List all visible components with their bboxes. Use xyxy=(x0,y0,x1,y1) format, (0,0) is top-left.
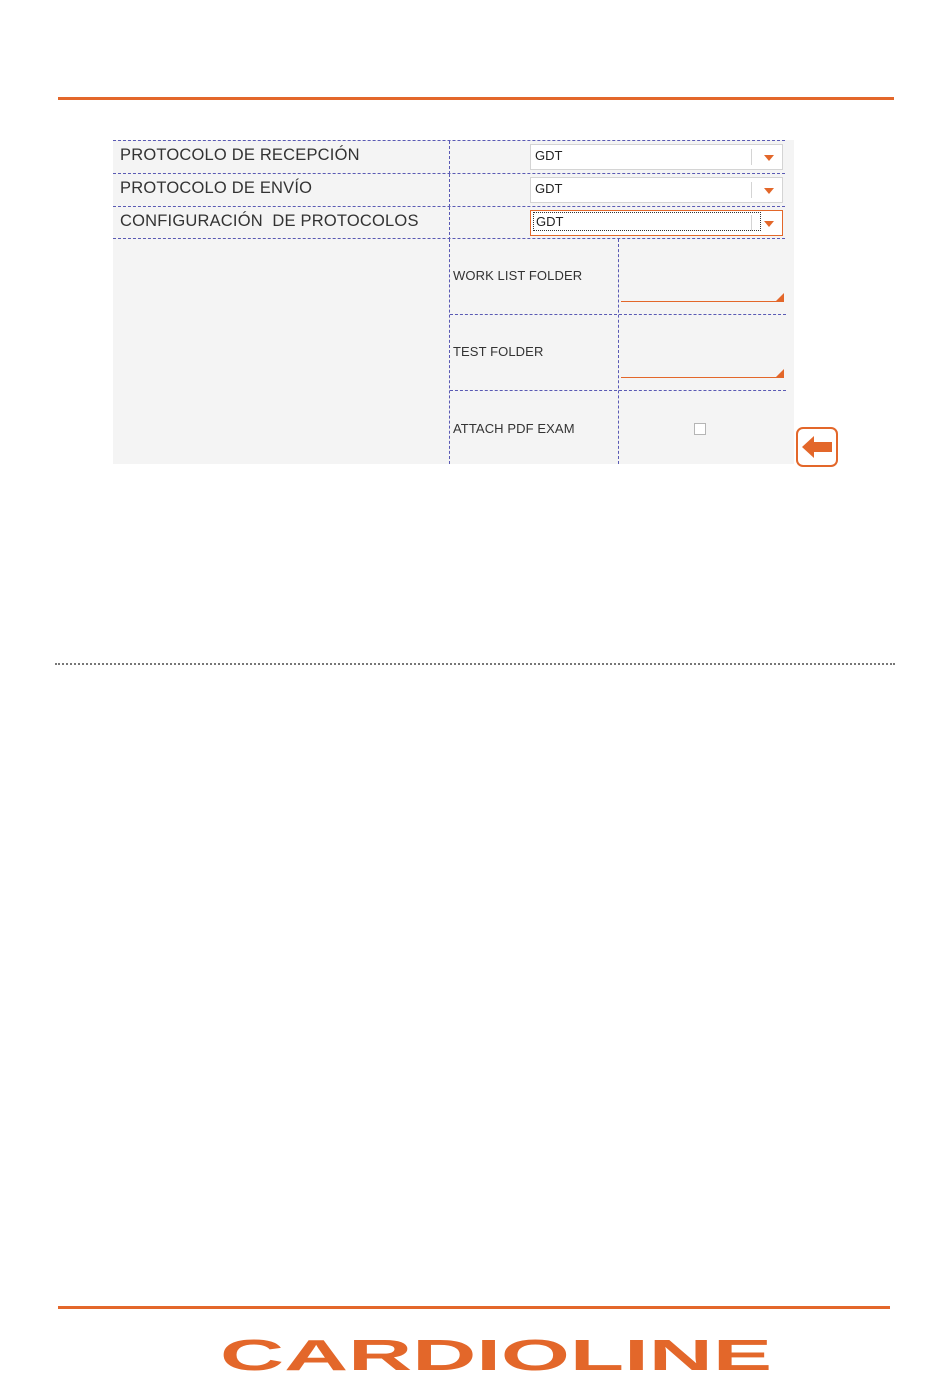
resize-corner-icon xyxy=(776,369,784,377)
cardioline-logo xyxy=(218,1333,774,1373)
chevron-down-icon[interactable] xyxy=(764,188,774,194)
reception-protocol-select[interactable] xyxy=(530,144,783,170)
send-protocol-select[interactable] xyxy=(530,177,783,203)
chevron-down-icon[interactable] xyxy=(764,221,774,227)
brand-name: CARDIOLINE xyxy=(220,1333,772,1373)
send-protocol-value: GDT xyxy=(535,181,563,196)
reception-protocol-label: PROTOCOLO DE RECEPCIÓN xyxy=(120,146,360,164)
header-rule xyxy=(58,97,894,100)
resize-corner-icon xyxy=(776,293,784,301)
protocol-settings-panel xyxy=(113,140,794,464)
arrow-left-icon xyxy=(798,429,836,465)
footer-rule xyxy=(58,1306,890,1309)
attach-pdf-exam-label: ATTACH PDF EXAM xyxy=(453,421,575,436)
reception-protocol-row xyxy=(113,140,785,174)
attach-pdf-exam-checkbox[interactable] xyxy=(694,423,706,435)
test-folder-input[interactable] xyxy=(621,356,784,378)
chevron-down-icon[interactable] xyxy=(764,155,774,161)
send-protocol-label: PROTOCOLO DE ENVÍO xyxy=(120,179,313,197)
reception-protocol-value: GDT xyxy=(535,148,563,163)
work-list-folder-input[interactable] xyxy=(621,280,784,302)
send-protocol-row xyxy=(113,173,785,207)
back-button[interactable] xyxy=(796,427,838,467)
protocol-config-select[interactable] xyxy=(530,210,783,236)
test-folder-label: TEST FOLDER xyxy=(453,344,544,359)
protocol-config-value: GDT xyxy=(534,213,760,230)
section-divider xyxy=(55,663,895,665)
protocol-config-label: CONFIGURACIÓN DE PROTOCOLOS xyxy=(120,212,419,230)
work-list-folder-label: WORK LIST FOLDER xyxy=(453,268,583,283)
protocol-config-row xyxy=(113,206,785,240)
